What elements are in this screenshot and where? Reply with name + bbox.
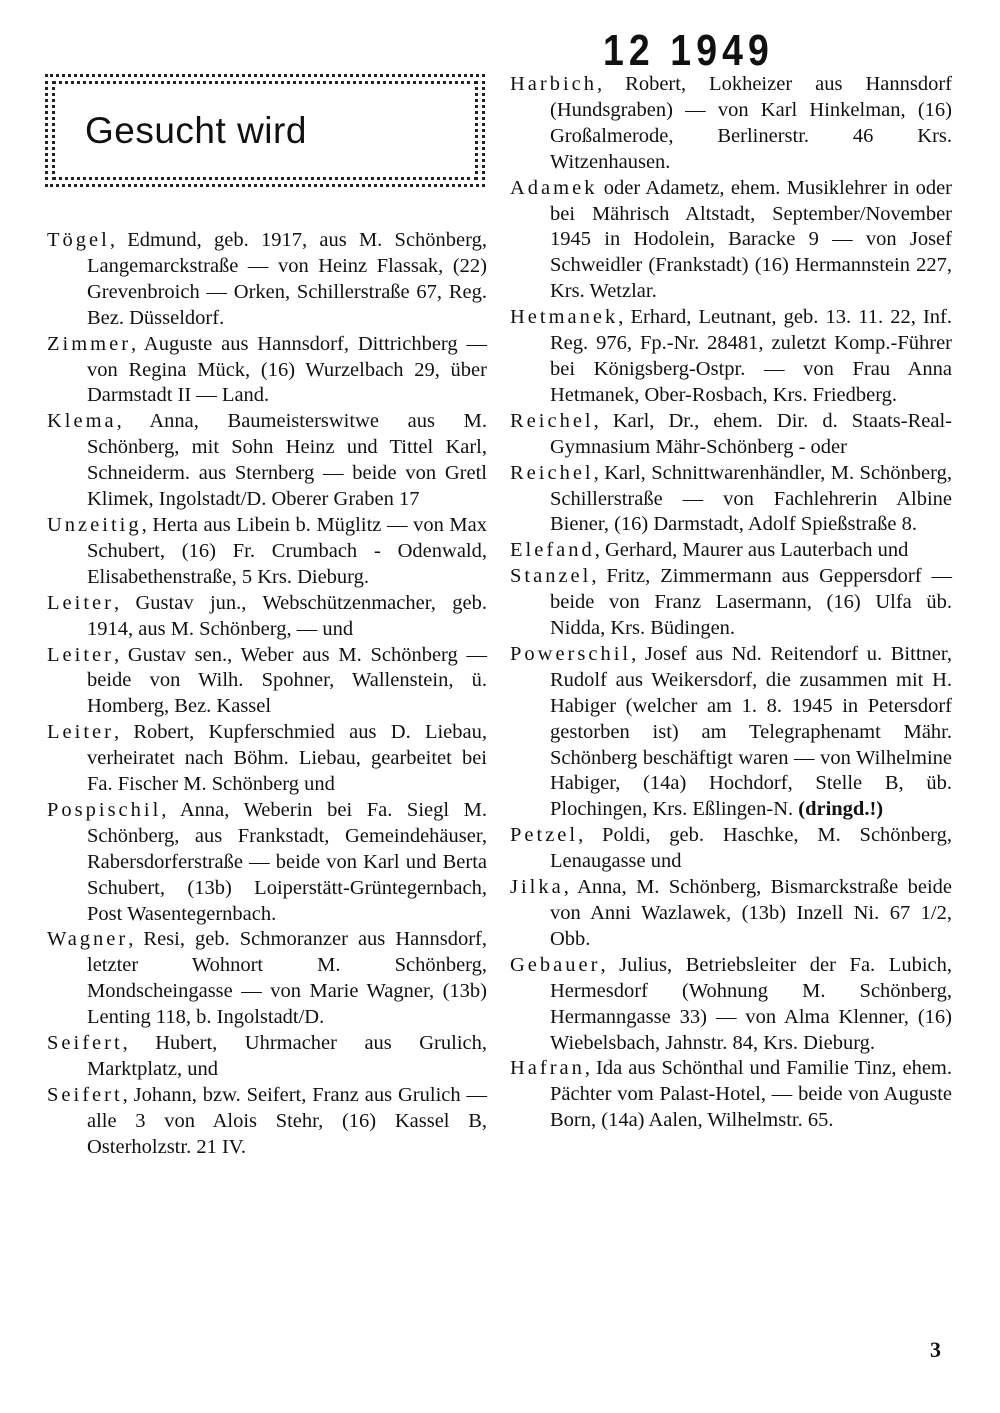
notice-entry: [510, 642, 952, 823]
entry-text: oder Adametz, ehem. Musiklehrer in oder bei Mährisch Altstadt, September/November 1945 in Hodolein, Baracke 9 — von Josef Schweidler (Frankstadt) (16) Hermannstein 227, Krs. Wetzlar.: [550, 176, 952, 303]
entry-name: Reichel: [510, 409, 594, 432]
archive-stamp: 12 1949: [603, 26, 774, 75]
entry-text: , Edmund, geb. 1917, aus M. Schönberg, Langemarckstraße — von Heinz Flassak, (22) Grevenbroich — Orken, Schillerstraße 67, Reg. Bez. Düsseldorf.: [87, 229, 487, 329]
left-column: [47, 228, 487, 1161]
entry-name: Jilka: [510, 876, 564, 899]
entry-text: , Karl, Dr., ehem. Dir. d. Staats-Real-Gymnasium Mähr-Schönberg - oder: [550, 409, 952, 458]
entry-text: , Gustav jun., Webschützenmacher, geb. 1914, aus M. Schönberg, — und: [87, 591, 487, 640]
entry-text: , Ida aus Schönthal und Familie Tinz, ehem. Pächter vom Palast-Hotel, — beide von Auguste Born, (14a) Aalen, Wilhelmstr. 65.: [550, 1057, 952, 1132]
entry-name: Adamek: [510, 176, 598, 199]
notice-entry: [47, 720, 487, 798]
notice-entry: [47, 332, 487, 410]
entry-name: Pospischil: [47, 798, 162, 821]
notice-entry: [510, 823, 952, 875]
entry-name: Reichel: [510, 461, 594, 484]
notice-entry: [510, 72, 952, 176]
notice-entry: [510, 409, 952, 461]
right-column: [510, 72, 952, 1134]
entry-name: Klema: [47, 410, 117, 433]
notice-entry: [510, 953, 952, 1057]
entry-name: Harbich: [510, 73, 598, 95]
notice-entry: [510, 461, 952, 539]
entry-name: Tögel: [47, 229, 110, 251]
entry-text: , Anna, Baumeisterswitwe aus M. Schönberg, mit Sohn Heinz und Tittel Karl, Schneiderm. aus Sternberg — beide von Gretl Klimek, Ingolstadt/D. Oberer Graben 17: [87, 410, 487, 511]
notice-entry: [510, 176, 952, 306]
notice-entry: [47, 591, 487, 643]
entry-name: Wagner: [47, 928, 129, 951]
entry-name: Seifert: [47, 1032, 123, 1055]
entry-name: Leiter: [47, 721, 114, 744]
entry-name: Elefand: [510, 539, 595, 562]
entry-text: , Auguste aus Hannsdorf, Dittrichberg — von Regina Mück, (16) Wurzelbach 29, über Darmstadt II — Land.: [87, 332, 487, 407]
entry-text: , Resi, geb. Schmoranzer aus Hannsdorf, letzter Wohnort M. Schönberg, Mondscheingasse — von Marie Wagner, (13b) Lenting 118, b. Ingolstadt/D.: [87, 928, 487, 1029]
entry-text: , Fritz, Zimmermann aus Geppersdorf — beide von Franz Lasermann, (16) Ulfa üb. Nidda, Krs. Büdingen.: [550, 565, 952, 640]
entry-text: , Poldi, geb. Haschke, M. Schönberg, Lenaugasse und: [550, 824, 952, 873]
entry-name: Gebauer: [510, 953, 601, 976]
entry-name: Leiter: [47, 591, 114, 614]
notice-entry: [510, 875, 952, 953]
notice-entry: [47, 927, 487, 1031]
entry-name: Powerschil: [510, 642, 632, 665]
notice-entry: [47, 1031, 487, 1083]
entry-name: Unzeitig: [47, 513, 142, 536]
notice-entry: [47, 1083, 487, 1161]
entry-name: Hetmanek: [510, 306, 619, 329]
entry-text: , Gustav sen., Weber aus M. Schönberg — beide von Wilh. Spohner, Wallenstein, ü. Homberg, Bez. Kassel: [87, 643, 487, 718]
page-number: 3: [930, 1337, 941, 1362]
notice-entry: [510, 305, 952, 409]
notice-entry: [510, 538, 952, 564]
entry-text: , Robert, Lokheizer aus Hannsdorf (Hundsgraben) — von Karl Hinkelman, (16) Großalmerode, Berlinerstr. 46 Krs. Witzenhausen.: [550, 73, 952, 173]
notice-entry: [47, 513, 487, 591]
page-heading: Gesucht wird: [52, 81, 478, 180]
notice-entry: [47, 228, 487, 332]
entry-text: , Robert, Kupferschmied aus D. Liebau, verheiratet nach Böhm. Liebau, gearbeitet bei Fa. Fischer M. Schönberg und: [87, 721, 487, 796]
entry-name: Zimmer: [47, 332, 132, 355]
entry-text: , Hubert, Uhrmacher aus Grulich, Marktplatz, und: [87, 1032, 487, 1080]
entry-name: Leiter: [47, 643, 114, 666]
entry-name: Hafran: [510, 1057, 585, 1080]
entry-text: , Karl, Schnittwarenhändler, M. Schönberg, Schillerstraße — von Fachlehrerin Albine Biener, (16) Darmstadt, Adolf Spießstraße 8.: [550, 461, 952, 536]
entry-text: , Johann, bzw. Seifert, Franz aus Grulich — alle 3 von Alois Stehr, (16) Kassel B, Osterholzstr. 21 IV.: [87, 1083, 487, 1158]
notice-entry: [510, 564, 952, 642]
entry-name: Seifert: [47, 1083, 123, 1106]
notice-entry: [510, 1056, 952, 1134]
entry-name: Stanzel: [510, 565, 592, 588]
entry-text: , Erhard, Leutnant, geb. 13. 11. 22, Inf. Reg. 976, Fp.-Nr. 28481, zuletzt Komp.-Führer bei Königsberg-Ostpr. — von Frau Anna Hetmanek, Ober-Rosbach, Krs. Friedberg.: [550, 306, 952, 406]
heading-frame: [45, 74, 485, 187]
entry-text: , Herta aus Libein b. Müglitz — von Max Schubert, (16) Fr. Crumbach - Odenwald, Elisabethenstraße, 5 Krs. Dieburg.: [87, 513, 487, 588]
entry-text: , Josef aus Nd. Reitendorf u. Bittner, Rudolf aus Weikersdorf, die zusammen mit H. Habiger (welcher am 1. 8. 1945 in Petersdorf gestorben ist) am Telegraphenamt Mähr. Schönberg beschäftigt waren — von Wilhelmine Habiger, (14a) Hochdorf, Stelle B, üb. Plochingen, Krs. Eßlingen-N.: [550, 642, 952, 821]
notice-entry: [47, 798, 487, 928]
notice-entry: [47, 643, 487, 721]
entry-urgent-note: (dringd.!): [798, 798, 884, 821]
entry-text: , Anna, M. Schönberg, Bismarckstraße beide von Anni Wazlawek, (13b) Inzell Ni. 67 1/2, Obb.: [550, 876, 952, 950]
entry-name: Petzel: [510, 824, 579, 847]
entry-text: , Anna, Weberin bei Fa. Siegl M. Schönberg, aus Frankstadt, Gemeindehäuser, Rabersdorferstraße — beide von Karl und Berta Schubert, (13b) Loiperstätt-Grüntegernbach, Post Wasentegernbach.: [87, 798, 487, 925]
entry-text: , Gerhard, Maurer aus Lauterbach und: [594, 539, 909, 562]
entry-text: , Julius, Betriebsleiter der Fa. Lubich, Hermesdorf (Wohnung M. Schönberg, Hermanngasse 33) — von Alma Klenner, (16) Wiebelsbach, Jahnstr. 84, Krs. Dieburg.: [550, 953, 952, 1054]
notice-entry: [47, 409, 487, 513]
